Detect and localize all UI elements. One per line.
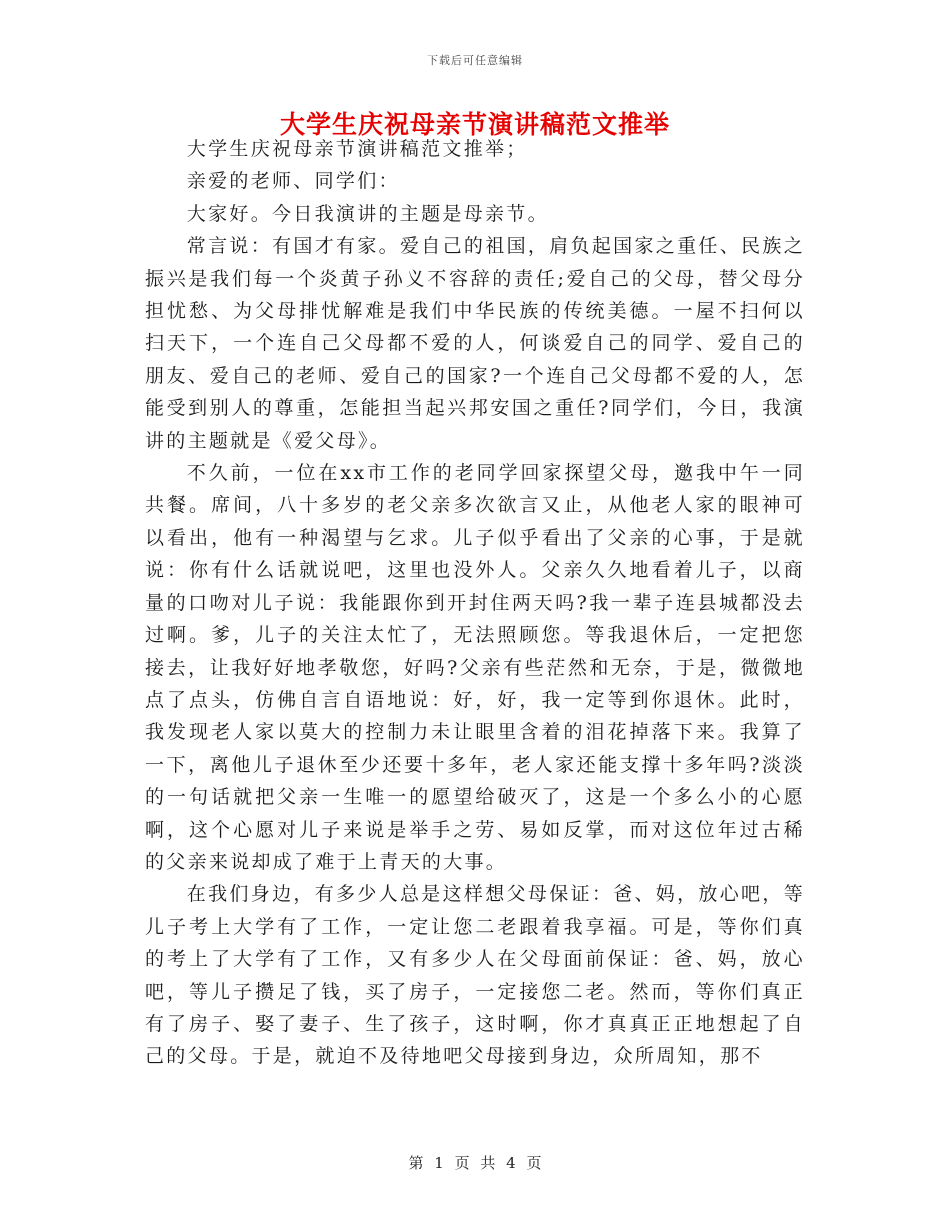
document-title: 大学生庆祝母亲节演讲稿范文推举 xyxy=(279,110,670,139)
paragraph: 不久前，一位在xx市工作的老同学回家探望父母，邀我中午一同共餐。席间，八十多岁的老父亲多次欲言又止，从他老人家的眼神可以看出，他有一种渴望与乞求。儿子似乎看出了父亲的心事，于是就说：你有什么话就说吧，这里也没外人。父亲久久地看着儿子，以商量的口吻对儿子说：我能跟你到开封住两天吗?我一辈子连县城都没去过啊。爹，儿子的关注太忙了，无法照顾您。等我退休后，一定把您接去，让我好好地孝敬您，好吗?父亲有些茫然和无奈，于是，微微地点了点头，仿佛自言自语地说：好，好，我一定等到你退休。此时，我发现老人家以莫大的控制力未让眼里含着的泪花掉落下来。我算了一下，离他儿子退休至少还要十多年，老人家还能支撑十多年吗?淡淡的一句话就把父亲一生唯一的愿望给破灭了，这是一个多么小的心愿啊，这个心愿对儿子来说是举手之劳、易如反掌，而对这位年过古稀的父亲来说却成了难于上青天的大事。 xyxy=(145,462,805,873)
document-body xyxy=(145,133,805,1073)
paragraph: 大家好。今日我演讲的主题是母亲节。 xyxy=(186,202,549,225)
page-header-note: 下载后可任意编辑 xyxy=(427,54,523,67)
paragraph: 亲爱的老师、同学们： xyxy=(186,170,400,193)
paragraph: 在我们身边，有多少人总是这样想父母保证：爸、妈，放心吧，等儿子考上大学有了工作，一定让您二老跟着我享福。可是，等你们真的考上了大学有了工作，又有多少人在父母面前保证：爸、妈，放心吧，等儿子攒足了钱，买了房子，一定接您二老。然而，等你们真正有了房子、娶了妻子、生了孩子，这时啊，你才真真正正地想起了自己的父母。于是，就迫不及待地吧父母接到身边，众所周知，那不 xyxy=(145,883,805,1068)
page-number-footer: 第 1 页 共 4 页 xyxy=(408,1154,542,1172)
paragraph: 常言说：有国才有家。爱自己的祖国，肩负起国家之重任、民族之振兴是我们每一个炎黄子孙义不容辞的责任;爱自己的父母，替父母分担忧愁、为父母排忧解难是我们中华民族的传统美德。一屋不扫何以扫天下，一个连自己父母都不爱的人，何谈爱自己的同学、爱自己的朋友、爱自己的老师、爱自己的国家?一个连自己父母都不爱的人，怎能受到别人的尊重，怎能担当起兴邦安国之重任?同学们，今日，我演讲的主题就是《爱父母》。 xyxy=(145,235,805,452)
paragraph: 大学生庆祝母亲节演讲稿范文推举； xyxy=(186,138,528,160)
